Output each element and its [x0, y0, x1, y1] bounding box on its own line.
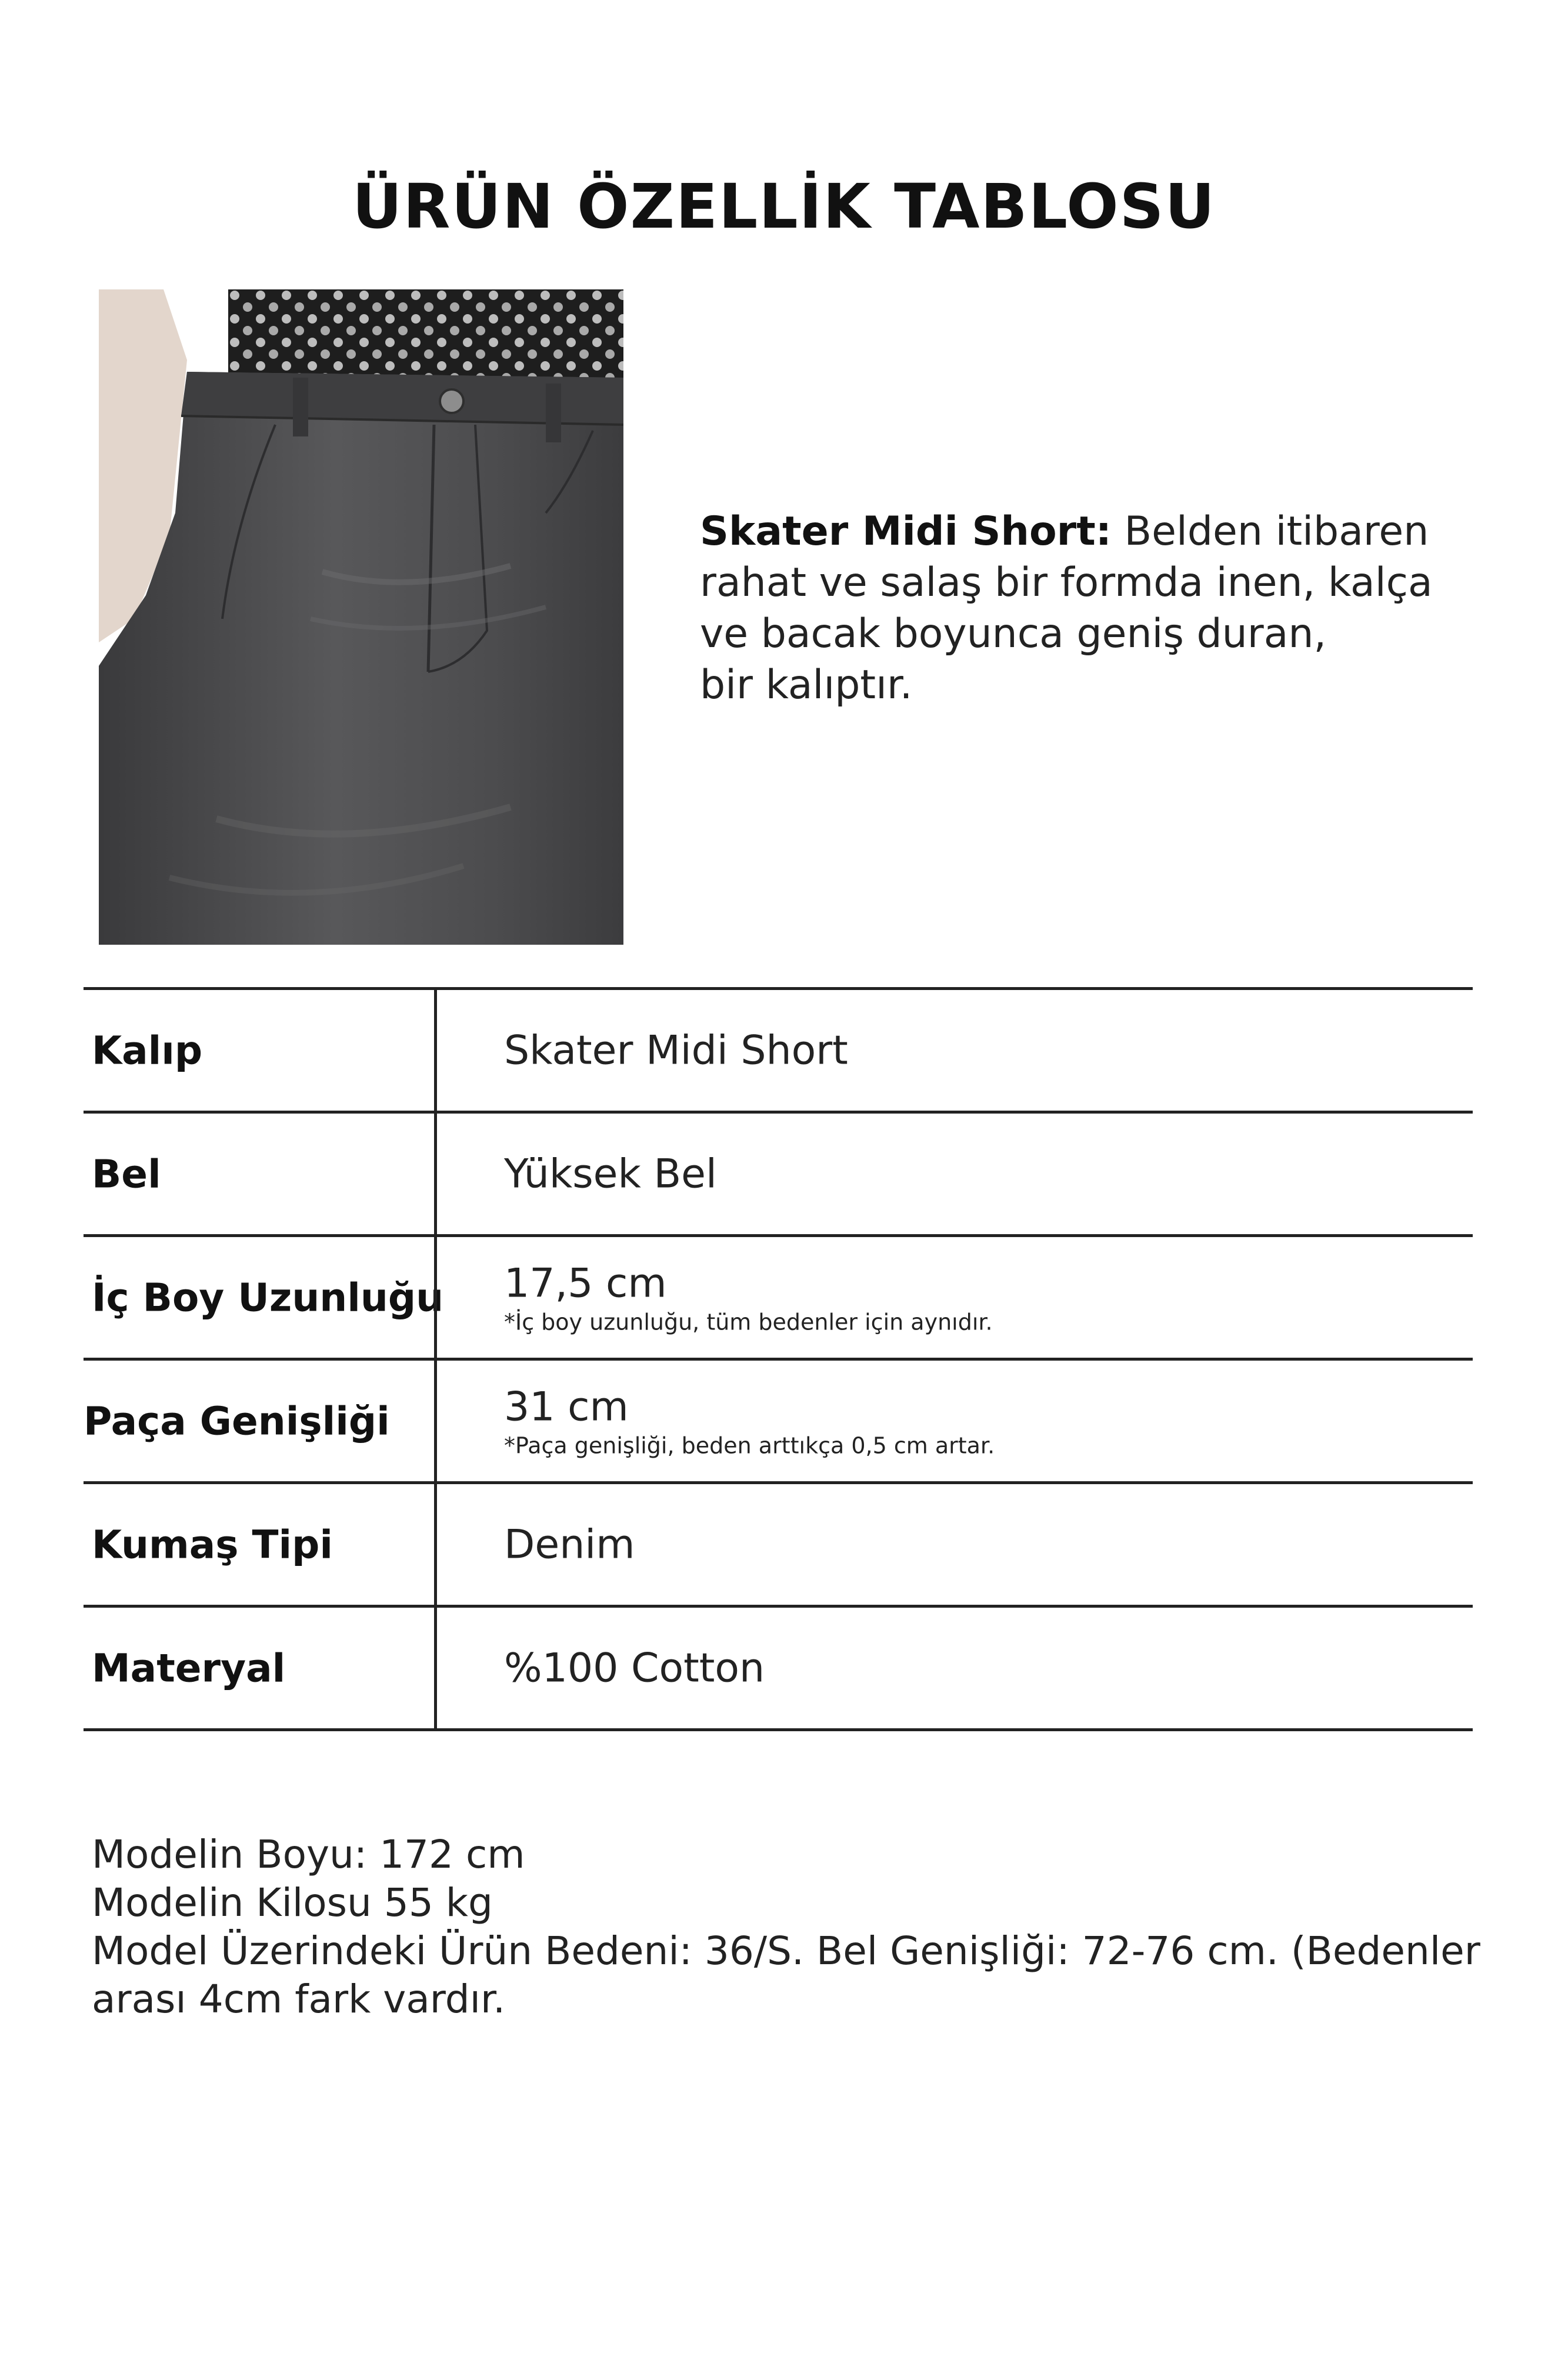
- description-lead: Skater Midi Short:: [700, 508, 1112, 555]
- model-info: [92, 1831, 1503, 2024]
- product-photo: [99, 289, 623, 945]
- product-description: [700, 506, 1535, 711]
- page-title: ÜRÜN ÖZELLİK TABLOSU: [352, 171, 1216, 242]
- model-weight: Modelin Kilosu 55 kg: [92, 1880, 493, 1925]
- spec-label: Kumaş Tipi: [92, 1522, 333, 1567]
- spec-label: Materyal: [92, 1645, 286, 1691]
- model-height: Modelin Boyu: 172 cm: [92, 1832, 525, 1877]
- description-line: rahat ve salaş bir formda inen, kalça: [700, 559, 1433, 606]
- spec-row-bel: [84, 1111, 1473, 1234]
- spec-row-ic-boy: [84, 1234, 1473, 1358]
- description-line: Belden itibaren: [1124, 508, 1429, 555]
- spec-value: Denim: [504, 1521, 635, 1568]
- spec-value: %100 Cotton: [504, 1645, 765, 1691]
- model-size-note: arası 4cm fark vardır.: [92, 1977, 506, 2022]
- spec-value: 31 cm: [504, 1384, 629, 1430]
- spec-label: Bel: [92, 1151, 161, 1197]
- description-line: bir kalıptır.: [700, 662, 913, 708]
- spec-value: Skater Midi Short: [504, 1027, 848, 1074]
- spec-note: *İç boy uzunluğu, tüm bedenler için aynıdır.: [504, 1309, 993, 1335]
- spec-table: [84, 987, 1473, 1731]
- description-line: ve bacak boyunca geniş duran,: [700, 611, 1327, 657]
- spec-row-kumas: [84, 1481, 1473, 1605]
- spec-value: Yüksek Bel: [504, 1151, 717, 1197]
- spec-note: *Paça genişliği, beden arttıkça 0,5 cm artar.: [504, 1432, 995, 1458]
- spec-label: İç Boy Uzunluğu: [92, 1275, 444, 1320]
- spec-row-paca: [84, 1358, 1473, 1481]
- spec-label: Kalıp: [92, 1028, 203, 1073]
- model-size: Model Üzerindeki Ürün Bedeni: 36/S. Bel Genişliği: 72-76 cm. (Bedenler: [92, 1928, 1480, 1974]
- spec-row-materyal: [84, 1605, 1473, 1731]
- spec-row-kalip: [84, 987, 1473, 1111]
- spec-label: Paça Genişliği: [84, 1398, 390, 1444]
- spec-value: 17,5 cm: [504, 1260, 667, 1307]
